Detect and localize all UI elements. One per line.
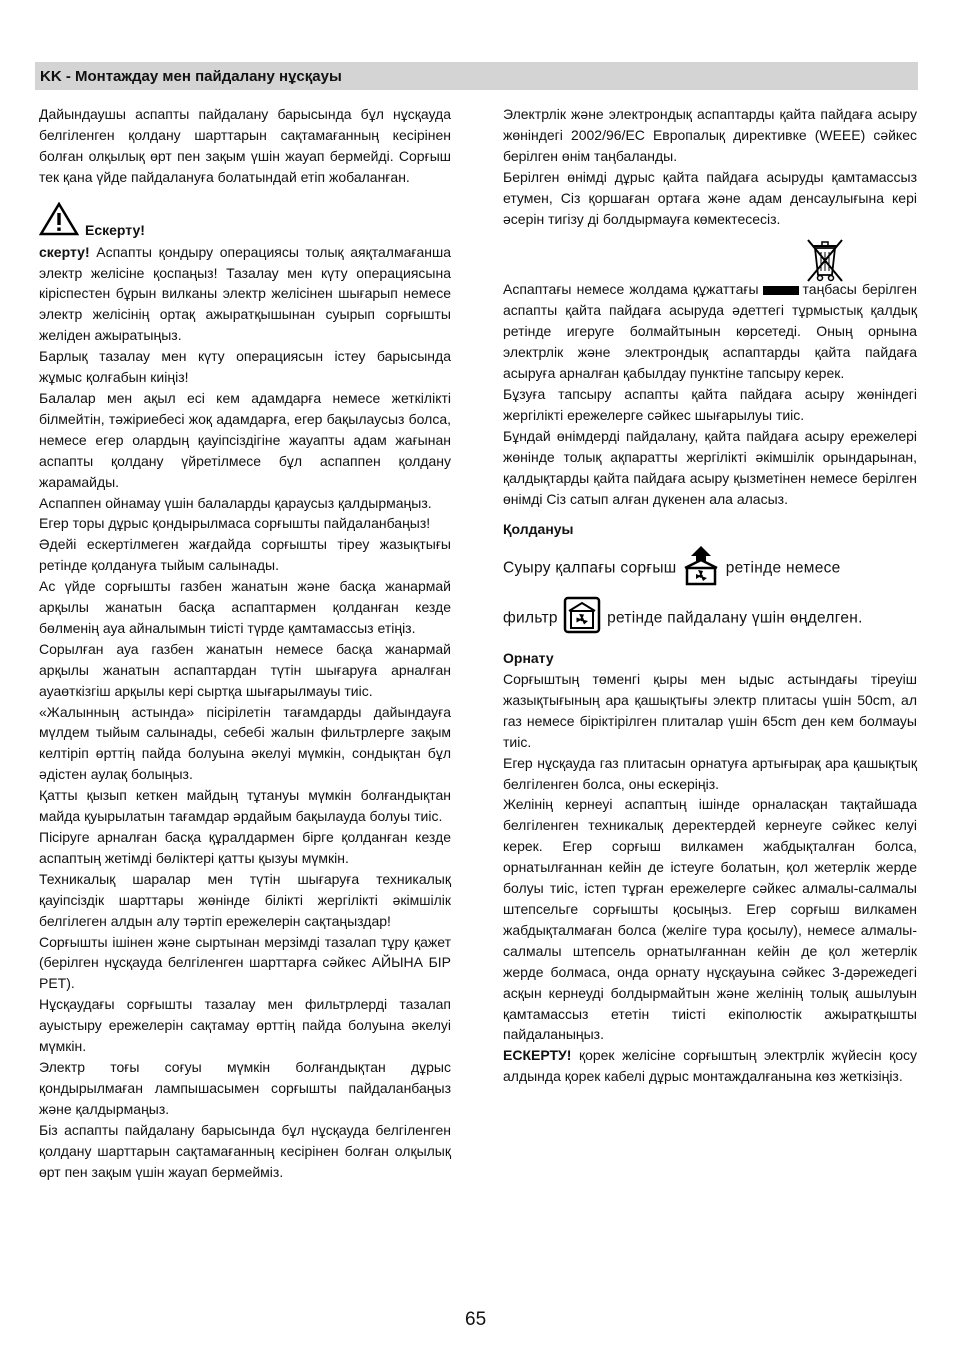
usage-text: ретінде немесе bbox=[725, 559, 841, 577]
paragraph: Сорғыштың төменгі қыры мен ыдыс астындағы тіреуіш жазықтығының ара қашықтығы электр плитасы үшін 50cm, ал газ немесе біріктірілген плиталар үшін 65cm ден кем болмауы тиіс. bbox=[503, 671, 917, 750]
warning-lead: ЕСКЕРТУ! bbox=[503, 1047, 572, 1064]
paragraph: Берілген өнімді дұрыс қайта пайдаға асыруды қамтамассыз етумен, Сіз қоршаған ортаға және адам денсаулығына кері әсерін тигізу ді болдырмауға көмектесесіз. bbox=[503, 168, 917, 227]
paragraph: Егер нұсқауда газ плитасын орнатуға артығырақ ара қашықтық белгіленген болса, оны ескеріңіз. bbox=[503, 754, 917, 792]
paragraph: Егер торы дұрыс қондырылмаса сорғышты пайдаланбаңыз! bbox=[39, 515, 431, 532]
usage-text: Суыру қалпағы сорғыш bbox=[503, 559, 677, 577]
crossed-bin-icon bbox=[803, 237, 847, 283]
intro-paragraph: Дайындаушы аспапты пайдалану барысында бұл нұсқауда белгіленген қолдану шарттарын сақтамағанның кесірінен болған олқылық өрт пен зақым үшін жауап бермейді. Сорғыш тек қана үйде пайдалануға болатындай етіп жобаланған. bbox=[39, 106, 451, 185]
left-column bbox=[39, 104, 451, 1182]
usage-text: ретінде пайдалану үшін өңделген. bbox=[607, 609, 863, 627]
page-number: 65 bbox=[465, 1309, 487, 1330]
paragraph-text: Аспапты қондыру операциясы толық аяқталмағанша электр желісіне қоспаңыз! Тазалау мен күту операциясына кіріспестен бұрын вилканы электр желісінен шығарып немесе электр желісінің ортақ ажыратқышынан суырып сорғышты желіден ажыратыңыз. bbox=[39, 243, 452, 344]
paragraph bbox=[39, 242, 451, 347]
paragraph: Әдейі ескертілмеген жағдайда сорғышты тіреу жазықтығы ретінде қолдануға тыйым салынады. bbox=[39, 536, 451, 574]
filter-mode-icon bbox=[562, 595, 602, 642]
paragraph: Ас үйде сорғышты газбен жанатын және басқа жанармай арқылы жанатын басқа аспаптармен қолданған кезде бөлменің ауа айналымын тиісті түрде қамтамассыз етіңіз. bbox=[39, 578, 451, 636]
section-title: KK - Монтаждау мен пайдалану нұсқауы bbox=[40, 68, 342, 85]
paragraph: Аспаппен ойнамау үшін балаларды қараусыз қалдырмаңыз. bbox=[39, 494, 432, 511]
right-column bbox=[503, 104, 917, 1087]
install-heading: Орнату bbox=[503, 650, 554, 667]
paragraph: Электр тоғы соғуы мүмкін болғандықтан дұрыс қондырылмаған лампышасымен сорғышты пайдаланбаңыз және қалдырмаңыз. bbox=[39, 1058, 451, 1117]
usage-line-1 bbox=[503, 544, 917, 593]
paragraph-text: таңбасы берілген аспапты қайта пайдаға асыруда әдеттегі тұрмыстық қалдық ретінде игеруге болмайтынын көрсетеді. Оның орнына электрлік және электрондық аспаптарды қайта пайдаға асыруға арналған қабылдау пунктіне тапсыру керек. bbox=[503, 281, 917, 382]
paragraph: Техникалық шаралар мен түтін шығаруға техникалық қауіпсіздік шарттары жөнінде білікті жергілікті әкімшілік белгілеген алдын алу тәртіп ережелерін сақтаңыздар! bbox=[39, 870, 451, 929]
warning-lead: скерту! bbox=[39, 243, 90, 260]
paragraph-text: қорек желісіне сорғыштың электрлік жүйесін қосу алдында қорек кабелі дұрыс монтаждалғанына көз жеткізіңіз. bbox=[503, 1047, 917, 1085]
section-header-bar bbox=[35, 62, 918, 90]
paragraph: Бұзуға тапсыру аспапты қайта пайдаға асыру жөніндегі жергілікті ережелерге сәйкес шығарылуы тиіс. bbox=[503, 385, 917, 423]
paragraph: Барлық тазалау мен күту операциясын істеу барысында жұмыс қолғабын киіңіз! bbox=[39, 348, 451, 386]
usage-line-2 bbox=[503, 595, 917, 642]
exhaust-mode-icon bbox=[681, 544, 721, 593]
paragraph: Бұндай өнімдерді пайдалану, қайта пайдаға асыру ережелері жөнінде толық ақпаратты жергілікті әкімшілік орындарынан, қалдықтарды қайта пайдаға асыру қызметінен немесе берілген өнімді Сіз сатып алған дүкенен ала аласыз. bbox=[503, 427, 917, 507]
warning-heading: Ескерту! bbox=[85, 221, 145, 238]
black-bar-symbol bbox=[763, 286, 799, 295]
paragraph bbox=[503, 1045, 917, 1087]
paragraph: Қатты қызып кеткен майдың тұтануы мүмкін болғандықтан майда қуырылатын тағамдар әрдайым бақылауда болуы тиіс. bbox=[39, 787, 451, 825]
paragraph bbox=[503, 279, 917, 384]
paragraph: Біз аспапты пайдалану барысында бұл нұсқауда белгіленген қолдану шарттарын сақтамағанның кесірінен болған олқылық өрт пен зақым үшін жауап бермейміз. bbox=[39, 1121, 451, 1180]
usage-text: фильтр bbox=[503, 609, 558, 627]
warning-header bbox=[39, 202, 451, 242]
weee-symbol bbox=[503, 229, 917, 279]
warning-triangle-icon bbox=[39, 202, 79, 236]
paragraph: Сорылған ауа газбен жанатын немесе басқа жанармай арқылы жанатын аспаптардан түтін шығаруға арналған ауаөткізгіш арқылы кері сыртқа шығарылмауы тиіс. bbox=[39, 640, 451, 699]
paragraph: Электрлік және электрондық аспаптарды қайта пайдаға асыру жөніндегі 2002/96/EC Европалық директивке (WEEE) сәйкес берілген өнім таңбаланды. bbox=[503, 106, 917, 164]
paragraph: Сорғышты ішінен және сыртынан мерзімді тазалап тұру қажет (берілген нұсқауда белгіленген шарттарға сәйкес АЙЫНА БІР РЕТ). bbox=[39, 933, 451, 992]
paragraph: Желінің кернеуі аспаптың ішінде орналасқан тақтайшада белгіленген техникалық деректердей кернеуге сәйкес келуі керек. Егер сорғыш вилкамен жабдықталған болса, орнатылғаннан кейін де істеуге болатын, қол жетерлік жерде болуы тиіс, істеп тұрған ережелерге сәйкес алмалы-салмалы штепсельге сорғышты қосыңыз. Егер сорғыш вилкамен жабдықталмаған болса (желіге тура қосылу), немесе алмалы-салмалы штепсель орнатылғаннан кейін де қол жетерлік жерде болмаса, онда орнату нұсқауына сәйкес 3-дәрежедегі асқын кернеуді болдырмайтын және желінің толық ашылуын қамтамассыз ететін тиісті екіполюстік ажыратқышты пайдаланыңыз. bbox=[503, 796, 917, 1043]
paragraph: Пісіруге арналған басқа құралдармен бірге қолданған кезде аспаптың жетімді бөліктері қатты қызуы мүмкін. bbox=[39, 829, 451, 866]
paragraph: Нұсқаудағы сорғышты тазалау мен фильтрлерді тазалап ауыстыру ережелерін сақтамау өрттің пайда болуына әкелуі мүмкін. bbox=[39, 996, 451, 1055]
paragraph-text: Аспаптағы немесе жолдама құжаттағы bbox=[503, 281, 759, 298]
paragraph: Балалар мен ақыл есі кем адамдарға немесе жеткілікті білмейтін, тәжіриебесі жоқ адамдарға, егер бақылаусыз болса, немесе егер олардың қауіпсіздігіне жауапты адам жағынан аспапты қолдану үйретілмесе бұл аспаппен қолдану жарамайды. bbox=[39, 389, 451, 490]
usage-heading: Қолдануы bbox=[503, 521, 574, 538]
paragraph: «Жалынның астында» пісірілетін тағамдарды дайындауға мүлдем тыйым салынады, себебі жалын фильтрлерге зақым келтіріп өрттің пайда болуына әкелуі мүмкін, сондықтан бұл әдістен аулақ болыңыз. bbox=[39, 703, 451, 783]
